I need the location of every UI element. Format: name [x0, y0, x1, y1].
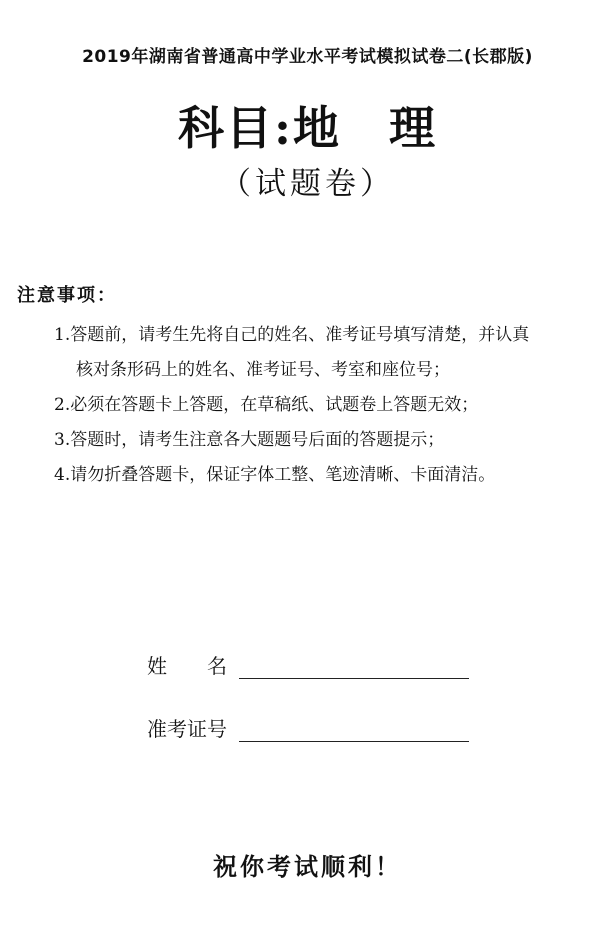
notice-item-4: 4.请勿折叠答题卡，保证字体工整、笔迹清晰、卡面清洁。	[54, 465, 496, 485]
name-label: 姓 名	[147, 654, 227, 678]
exam-id-blank-line	[239, 717, 469, 742]
name-blank-line	[239, 654, 469, 679]
notice-item-2: 2.必须在答题卡上答题，在草稿纸、试题卷上答题无效；	[54, 395, 479, 415]
name-field	[147, 651, 469, 679]
good-luck-message: 祝你考试顺利！	[213, 852, 402, 881]
paper-type-subtitle: （试题卷）	[220, 166, 395, 202]
exam-id-field	[147, 714, 469, 742]
exam-id-label: 准考证号	[147, 717, 227, 741]
notice-item-1-continued: 核对条形码上的姓名、准考证号、考室和座位号；	[76, 360, 450, 380]
notice-item-3: 3.答题时，请考生注意各大题题号后面的答题提示；	[54, 430, 445, 450]
exam-title: 2019年湖南省普通高中学业水平考试模拟试卷二(长郡版)	[82, 47, 533, 67]
notice-item-1: 1.答题前，请考生先将自己的姓名、准考证号填写清楚，并认真	[54, 325, 530, 345]
subject-title: 科目:地 理	[178, 101, 437, 155]
notice-list	[54, 318, 609, 493]
notice-heading: 注意事项：	[17, 285, 117, 306]
